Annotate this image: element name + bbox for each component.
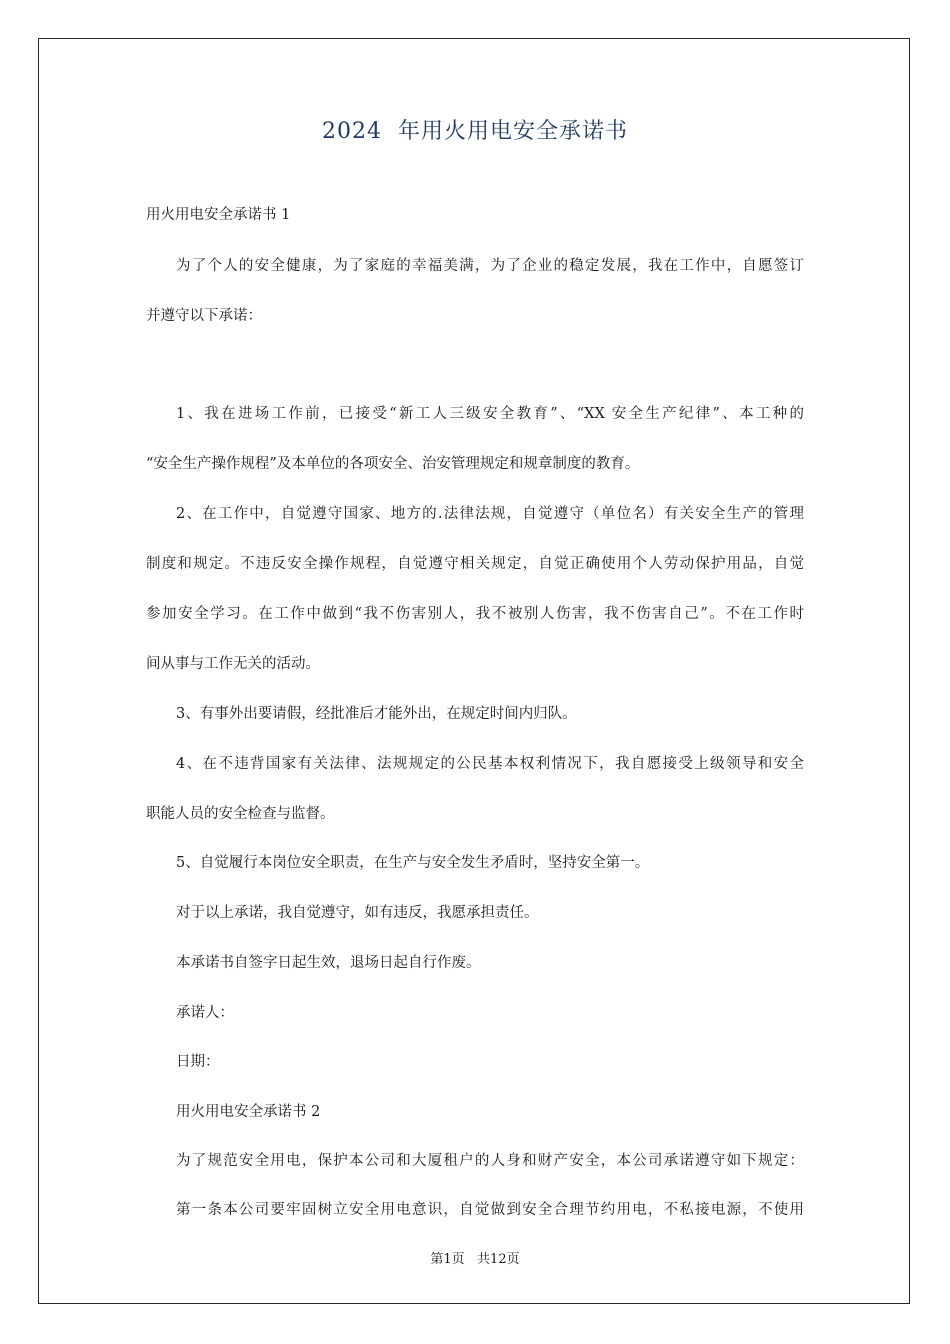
paragraph-line: 为了个人的安全健康，为了家庭的幸福美满，为了企业的稳定发展，我在工作中，自愿签订 xyxy=(176,258,804,274)
paragraph-line: 制度和规定。不违反安全操作规程，自觉遵守相关规定，自觉正确使用个人劳动保护用品，自觉 xyxy=(146,556,804,572)
paragraph-line: 2、在工作中，自觉遵守国家、地方的.法律法规，自觉遵守（单位名）有关安全生产的管理 xyxy=(176,506,804,522)
paragraph-line: 并遵守以下承诺： xyxy=(146,308,262,324)
paragraph-line: 本承诺书自签字日起生效，退场日起自行作废。 xyxy=(176,955,481,971)
date-label: 日期： xyxy=(176,1054,220,1070)
paragraph-line: 1、我在进场工作前，已接受“新工人三级安全教育”、“XX 安全生产纪律”、本工种的 xyxy=(176,406,804,422)
paragraph-line: 5、自觉履行本岗位安全职责，在生产与安全发生矛盾时，坚持安全第一。 xyxy=(176,855,650,871)
section-heading-1: 用火用电安全承诺书 1 xyxy=(146,207,291,223)
paragraph-line: 职能人员的安全检查与监督。 xyxy=(146,806,335,822)
paragraph-line: 3、有事外出要请假，经批准后才能外出，在规定时间内归队。 xyxy=(176,706,577,722)
paragraph-line: 为了规范安全用电，保护本公司和大厦租户的人身和财产安全，本公司承诺遵守如下规定： xyxy=(176,1153,804,1169)
paragraph-line: 4、在不违背国家有关法律、法规规定的公民基本权利情况下，我自愿接受上级领导和安全 xyxy=(176,756,804,772)
paragraph-line: 参加安全学习。在工作中做到“我不伤害别人，我不被别人伤害，我不伤害自己”。不在工作时 xyxy=(146,606,804,622)
paragraph-line: 间从事与工作无关的活动。 xyxy=(146,656,320,672)
paragraph-line: “安全生产操作规程”及本单位的各项安全、治安管理规定和规章制度的教育。 xyxy=(146,456,640,472)
signer-label: 承诺人： xyxy=(176,1005,234,1021)
paragraph-line: 对于以上承诺，我自觉遵守，如有违反，我愿承担责任。 xyxy=(176,905,539,921)
document-title: 2024 年用火用电安全承诺书 xyxy=(322,119,628,144)
paragraph-line: 第一条本公司要牢固树立安全用电意识，自觉做到安全合理节约用电，不私接电源，不使用 xyxy=(176,1202,804,1218)
page-footer: 第1页 共12页 xyxy=(430,1252,520,1267)
section-heading-2: 用火用电安全承诺书 2 xyxy=(176,1104,321,1120)
